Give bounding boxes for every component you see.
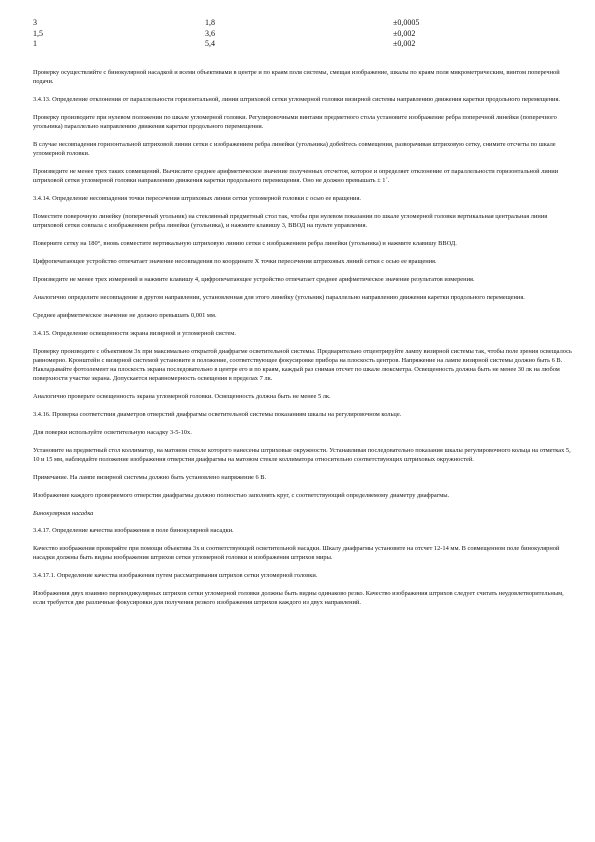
- paragraph: Для поверки используйте осветительную насадку 3-5-10х.: [33, 429, 192, 436]
- table-cell: 1: [33, 39, 37, 48]
- subsection-title: Бинокулярная насадка: [33, 510, 94, 517]
- section-heading: 3.4.16. Проверка соответствия диаметров отверстий диафрагмы осветительной системы показаниям шкалы на регулировочном кольце.: [33, 411, 402, 418]
- paragraph: Аналогично определите несовпадение в другом направлении, установленная для этого линейку (угольник) параллельно направлению движения каретки продольного перемещения.: [33, 294, 525, 301]
- table-cell: 3,6: [205, 28, 215, 38]
- paragraph: Произведите не менее трех измерений и нажмите клавишу 4, цифропечатающее устройство отпечатает среднее арифметическое значение результатов измерения.: [33, 276, 475, 283]
- table-cell: ±0,0005: [393, 18, 420, 27]
- table-row: [33, 39, 573, 50]
- paragraph: Изображение каждого проверяемого отверстия диафрагмы должно полностью заполнять круг, с соответствующий определяемому диаметру диафрагмы.: [33, 492, 450, 499]
- paragraph: Проверку производите при нулевом положении по шкале угломерной головки. Регулировочными винтами предметного стола установите изображение ребра поперечной линейки (поперечного угольника) параллельно направлению движения каретки продольного перемещения.: [33, 114, 557, 130]
- tolerance-table: [33, 18, 573, 50]
- section-heading: 3.4.17.1. Определение качества изображения путем рассматривания штрихов сетки угломерной головки.: [33, 572, 318, 579]
- paragraph: Качество изображения проверяйте при помощи объектива 3х и соответствующей осветительной насадки. Шкалу диафрагмы установите на отсчет 12-14 мм. В совмещенном поле бинокулярной насадки должны быть видны изображения штрихов сетки угломерной головки и изображения штрихов миры.: [33, 545, 560, 561]
- paragraph: Аналогично проверьте освещенность экрана угломерной головки. Освещенность должна быть не менее 5 лк.: [33, 393, 331, 400]
- table-cell: ±0,002: [393, 39, 416, 48]
- paragraph: Проверку производите с объективом 3х при максимально открытой диафрагме осветительной системы. Предварительно отцентрируйте лампу визирной системы так, чтобы поле зрения освещалось равномерно. Кронштейн с визирной системой установите в положение, соответствующее фокусировке прибора на плоскость центров. Напряжение на лампе визирной системы должно быть 6 В. Накладывайте фотоэлемент на плоскость экрана последовательно в центре его и по краям, каждый раз снимая отсчет по шкале люксметра. Освещенность должна быть не менее 30 лк на любом поверхности участке экрана. Допускается неравномерность освещения в пределах 7 лк.: [33, 348, 572, 382]
- table-cell: 3: [33, 18, 37, 27]
- paragraph: Среднее арифметическое значение не должно превышать 0,001 мм.: [33, 312, 217, 319]
- document-body: [33, 68, 573, 616]
- paragraph: Изображения двух взаимно перпендикулярных штрихов сетки угломерной головки должны быть видны одинаково резко. Качество изображения штрихов следует считать неудовлетворительным, если требуется две различные фокусировки для получения резкого изображения штрихов каждого из двух направлений.: [33, 590, 564, 606]
- paragraph: Цифропечатающее устройство отпечатает значение несовпадения по координате X точки пересечения штриховых линий сетки с осью ее вращения.: [33, 258, 437, 265]
- paragraph: Произведите не менее трех таких совмещений. Вычислите среднее арифметическое значение полученных отсчетов, которое и определяет отклонение от параллельности горизонтальной линии штриховой сетки угломерной головки направлению движения каретки продольного перемещения. Оно не должно превышать ± 1´.: [33, 168, 559, 184]
- table-cell: ±0,002: [393, 28, 416, 38]
- table-row: [33, 18, 573, 29]
- paragraph: Проверку осуществляйте с бинокулярной насадкой и всеми объективами в центре и по краям поля системы, смещая изображение, шкалы по краям поля микрометрическим, винтом поперечной подачи.: [33, 69, 560, 85]
- section-heading: 3.4.14. Определение несовпадения точки пересечения штриховых линии сетки угломерной головки с осью ее вращения.: [33, 195, 361, 202]
- paragraph: Поместите поверочную линейку (поперечный угольник) на стеклянный предметный стол так, чтобы при нулевом показании по шкале угломерной головки вертикальная центральная линия штриховой сетки совпала с изображением ребра линейки (угольника), и нажмите клавишу 3, ВВОД на пульте управления.: [33, 213, 548, 229]
- section-heading: 3.4.15. Определение освещенности экрана визирной и угломерной систем.: [33, 330, 236, 337]
- table-cell: 5,4: [205, 39, 215, 48]
- paragraph: Поверните сетку на 180°, вновь совместите вертикальную штриховую линию сетки с изображением ребра линейки (угольника) и нажмите клавишу ВВОД.: [33, 240, 457, 247]
- table-cell: 1,5: [33, 28, 43, 38]
- section-heading: 3.4.13. Определение отклонения от параллельности горизонтальной, линии штриховой сетки угломерной головки визирной системы направлению движения каретки продольного перемещения.: [33, 96, 561, 103]
- table-cell: 1,8: [205, 18, 215, 27]
- paragraph: В случае несовпадения горизонтальной штриховой линии сетки с изображением ребра линейки (угольника) добейтесь совмещения, разворачивая штриховую сетку, снимите отсчеты по шкале угломерной головки.: [33, 141, 556, 157]
- section-heading: 3.4.17. Определение качества изображения в поле бинокулярной насадки.: [33, 527, 234, 534]
- table-row: [33, 29, 573, 40]
- note-paragraph: Примечание. На лампе визирной системы должно быть установлено напряжение 6 В.: [33, 474, 267, 481]
- paragraph: Установите на предметный стол коллиматор, на матовом стекле которого нанесены штриховые окружности. Устанавливая последовательно показания шкалы регулировочного кольца на отметках 5, 10 и 15 мм, наблюдайте положение изображения отверстия диафрагмы на матовом стекле коллиматора относительно соответствующих штриховых окружностей.: [33, 447, 571, 463]
